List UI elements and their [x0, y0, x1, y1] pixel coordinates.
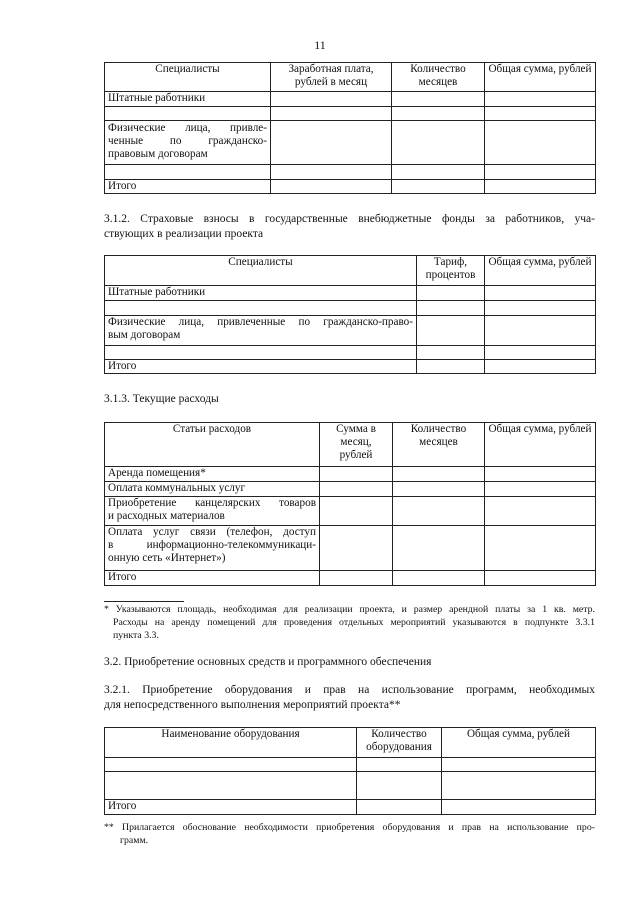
cell [105, 301, 417, 316]
cell [485, 165, 596, 180]
comm-line-3: онную сеть «Интернет») [108, 552, 226, 564]
cell [105, 772, 357, 800]
cell [442, 772, 596, 800]
physical-line-3: правовым договорам [108, 148, 208, 160]
comm-line-1: Оплата услуг связи (телефон, доступ [108, 526, 316, 538]
row-staff: Штатные работники [105, 286, 417, 301]
row-stationery [105, 497, 320, 526]
cell [105, 346, 417, 360]
col-total-sum: Общая сумма, рублей [485, 423, 596, 467]
col-total-sum: Общая сумма, рублей [485, 63, 596, 92]
section-3-1-2-line-2: ствующих в реализации проекта [104, 228, 264, 240]
col-specialists: Специалисты [105, 63, 271, 92]
cell [271, 121, 392, 165]
col-salary: Заработная плата, рублей в месяц [271, 63, 392, 92]
cell [320, 467, 393, 482]
cell [393, 467, 485, 482]
cell [485, 497, 596, 526]
insurance-table [104, 255, 596, 374]
row-communication [105, 526, 320, 571]
cell [442, 800, 596, 815]
col-tariff: Тариф, процентов [417, 256, 485, 286]
row-physical-persons [105, 316, 417, 346]
cell [357, 772, 442, 800]
cell [320, 482, 393, 497]
cell [485, 180, 596, 194]
section-3-2-title: 3.2. Приобретение основных средств и программного обеспечения [104, 656, 432, 668]
footnote-2 [104, 821, 595, 847]
cell [485, 360, 596, 374]
cell [485, 571, 596, 586]
section-3-2-1-line-2: для непосредственного выполнения мероприятий проекта** [104, 699, 401, 711]
col-specialists: Специалисты [105, 256, 417, 286]
cell [485, 286, 596, 301]
cell [393, 571, 485, 586]
section-3-2-1-line-1: 3.2.1. Приобретение оборудования и прав на использование программ, необходимых [104, 684, 595, 696]
cell [485, 482, 596, 497]
cell [392, 92, 485, 107]
cell [320, 571, 393, 586]
cell [485, 526, 596, 571]
col-monthly-sum: Сумма в месяц, рублей [320, 423, 393, 467]
col-total-sum: Общая сумма, рублей [485, 256, 596, 286]
cell [417, 316, 485, 346]
col-equipment-qty: Количество оборудования [357, 728, 442, 758]
salary-table [104, 62, 596, 194]
footnote-2-line-2: грамм. [120, 835, 149, 846]
cell [105, 758, 357, 772]
cell [271, 180, 392, 194]
cell [320, 497, 393, 526]
cell [392, 107, 485, 121]
row-staff: Штатные работники [105, 92, 271, 107]
cell [485, 121, 596, 165]
cell [320, 526, 393, 571]
footnote-1-line-3: пункта 3.3. [113, 630, 159, 641]
cell [417, 286, 485, 301]
cell [485, 346, 596, 360]
footnote-1-line-1: * Указываются площадь, необходимая для реализации проекта, и размер арендной платы за 1 кв. метр. [104, 604, 595, 615]
cell [417, 301, 485, 316]
physical-line-2: вым договорам [108, 329, 181, 341]
cell [485, 107, 596, 121]
cell [393, 497, 485, 526]
cell [393, 482, 485, 497]
cell [417, 360, 485, 374]
section-3-1-3-title: 3.1.3. Текущие расходы [104, 393, 219, 405]
page-number: 11 [314, 38, 326, 52]
footnote-2-line-1: ** Прилагается обоснование необходимости приобретения оборудования и прав на использование про- [104, 822, 595, 833]
col-expense-items: Статьи расходов [105, 423, 320, 467]
cell [105, 165, 271, 180]
physical-line-1: Физические лица, привле- [108, 122, 267, 134]
current-expenses-table [104, 422, 596, 586]
row-utilities: Оплата коммунальных услуг [105, 482, 320, 497]
cell [357, 758, 442, 772]
cell [392, 121, 485, 165]
cell [417, 346, 485, 360]
cell [485, 301, 596, 316]
row-physical-persons [105, 121, 271, 165]
cell [485, 92, 596, 107]
cell [485, 467, 596, 482]
cell [357, 800, 442, 815]
equipment-table [104, 727, 596, 815]
cell [393, 526, 485, 571]
stationery-line-1: Приобретение канцелярских товаров [108, 497, 316, 509]
cell [442, 758, 596, 772]
col-months: Количество месяцев [393, 423, 485, 467]
cell [271, 165, 392, 180]
cell [271, 107, 392, 121]
row-total: Итого [105, 180, 271, 194]
cell [485, 316, 596, 346]
row-total: Итого [105, 800, 357, 815]
physical-line-1: Физические лица, привлеченные по гражданско-право- [108, 316, 413, 328]
col-equipment-name: Наименование оборудования [105, 728, 357, 758]
section-3-1-2 [104, 212, 595, 242]
footnote-1 [104, 603, 595, 642]
cell [105, 107, 271, 121]
row-total: Итого [105, 360, 417, 374]
row-rent: Аренда помещения* [105, 467, 320, 482]
footnote-1-line-2: Расходы на аренду помещений для проведения отдельных мероприятий указываются в подпункте 3.3.1 [113, 617, 595, 628]
footnote-separator [104, 601, 184, 602]
cell [392, 165, 485, 180]
section-3-2-1 [104, 683, 595, 713]
row-total: Итого [105, 571, 320, 586]
stationery-line-2: и расходных материалов [108, 510, 225, 522]
cell [392, 180, 485, 194]
physical-line-2: ченные по гражданско- [108, 135, 267, 147]
section-3-1-2-line-1: 3.1.2. Страховые взносы в государственные внебюджетные фонды за работников, уча- [104, 213, 595, 225]
col-total-sum: Общая сумма, рублей [442, 728, 596, 758]
cell [271, 92, 392, 107]
comm-line-2: в информационно-телекоммуникаци- [108, 539, 316, 551]
col-months: Количество месяцев [392, 63, 485, 92]
